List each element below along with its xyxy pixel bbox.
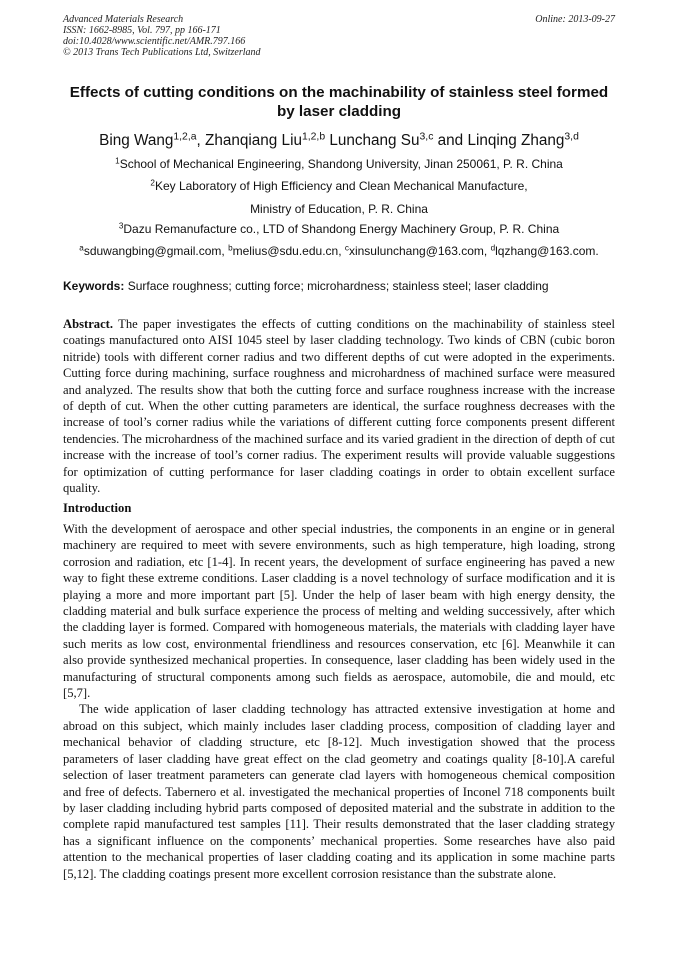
email-address[interactable]: melius@sdu.edu.cn — [232, 244, 339, 258]
email-separator: , — [221, 244, 229, 258]
section-heading-introduction: Introduction — [63, 501, 132, 515]
email-list — [63, 244, 615, 258]
journal-name: Advanced Materials Research — [63, 14, 184, 25]
email-sup: a — [79, 243, 84, 253]
running-header — [63, 14, 615, 58]
email-separator: , — [338, 244, 345, 258]
email-sup: d — [490, 243, 496, 253]
paragraph: The wide application of laser cladding technology has attracted extensive investigation at home and abroad on this subject, which mainly includes laser cladding process, composition of cladding layer and mechanical behavior of cladding structure, etc [8-12]. Much investigation showed that the process parameters of laser cladding have great effect on the clad geometry and coatings quality [8-10].A careful selection of laser treatment parameters can generate clad layers with homogeneous chemical composition and free of defects. Tabernero et al. investigated the mechanical properties of Inconel 718 components built by laser cladding including hybrid parts composed of deposited material and the substrate in addition to the complete rapid manufactured test samples [11]. Their results demonstrated that the laser cladding strategy has a significant influence on the components’ mechanical properties. Some researches have also paid attention to the mechanical properties of laser cladding coating and its application in some machine parts [5,12]. The cladding coatings present more excellent corrosion resistance than the substrate alone. — [63, 702, 615, 881]
affiliation-text: Key Laboratory of High Efficiency and Clean Mechanical Manufacture, — [154, 179, 528, 193]
author-separator: and — [433, 132, 468, 149]
abstract — [63, 316, 615, 496]
keywords-text: Surface roughness; cutting force; microhardness; stainless steel; laser cladding — [127, 279, 549, 293]
author-name: Bing Wang — [99, 132, 174, 149]
doi-line: doi:10.4028/www.scientific.net/AMR.797.166 — [63, 36, 246, 47]
email-address[interactable]: xinsulunchang@163.com — [348, 244, 484, 258]
issn-line: ISSN: 1662-8985, Vol. 797, pp 166-171 — [63, 25, 221, 36]
copyright-line: © 2013 Trans Tech Publications Ltd, Switzerland — [63, 47, 261, 58]
email-address[interactable]: sduwangbing@gmail.com — [83, 244, 222, 258]
affiliation-text: Dazu Remanufacture co., LTD of Shandong Energy Machinery Group, P. R. China — [123, 222, 560, 236]
keywords — [63, 279, 623, 293]
email-separator: . — [595, 244, 599, 258]
author-affil-sup: 1,2,a — [173, 131, 197, 143]
affiliation-3 — [63, 222, 615, 236]
email-address[interactable]: lqzhang@163.com — [495, 244, 596, 258]
affiliation-2 — [63, 179, 615, 193]
affiliation-sup: 3 — [118, 221, 124, 231]
author-affil-sup: 1,2,b — [301, 131, 326, 143]
author-name: Linqing Zhang — [467, 132, 565, 149]
online-date: Online: 2013-09-27 — [535, 14, 615, 25]
affiliation-2-line-2: Ministry of Education, P. R. China — [250, 202, 428, 216]
affiliation-1 — [63, 157, 615, 171]
email-sup: c — [344, 243, 349, 253]
author-list — [63, 132, 615, 150]
abstract-text: The paper investigates the effects of cutting conditions on the machinability of stainless steel coatings manufactured onto AISI 1045 steel by laser cladding technology. Two kinds of CBN (cubic boron nitride) tools with different corner radius and two different depths of cut were adopted in the experiments. Cutting force during machining, surface roughness and microhardness of machined surface were measured and analyzed. The results show that both the cutting force and surface roughness increase with the increase of depth of cut. When the other cutting parameters are identical, the surface roughness decreases with the increase of tool’s corner radius while the variations of different cutting force components present different tendencies. The microhardness of the machined surface and its varied gradient in the direction of depth of cut increase with the increase of tool’s corner radius. The experiment results will provide valuable suggestions for optimization of cutting performance for laser cladding coatings in order to obtain excellent surface quality. — [63, 317, 616, 496]
paper-title: Effects of cutting conditions on the machinability of stainless steel formed by laser cladding — [69, 84, 609, 120]
introduction-body — [63, 521, 615, 882]
email-sup: b — [228, 243, 233, 253]
affiliation-text: School of Mechanical Engineering, Shandong University, Jinan 250061, P. R. China — [119, 157, 563, 171]
author-separator: , — [196, 132, 206, 149]
author-name: Lunchang Su — [329, 132, 420, 149]
keywords-label: Keywords: — [63, 279, 125, 293]
affiliation-sup: 1 — [115, 156, 120, 166]
affiliation-sup: 2 — [150, 178, 155, 188]
author-affil-sup: 3,d — [564, 131, 579, 143]
email-separator: , — [483, 244, 491, 258]
paragraph: With the development of aerospace and other special industries, the components in an engine or in general machinery are required to meet with severe environments, such as high temperature, high loading, strong corrosion and radiation, etc [1-4]. In recent years, the development of surface engineering has paved a new way to fight these extreme conditions. Laser cladding is a novel technology of surface modification and it is playing a more and more important part [5]. Under the help of laser beam with high energy density, the cladding material and bulk surface experience the process of melting and welding successively, after which the cladding layer is formed. Compared with homogeneous materials, the materials with cladding layer have such merits as low cost, environmental friendliness and resources conservation, etc [6]. Meanwhile it can also provide synthesized mechanical properties. In consequence, laser cladding has been widely used in the manufacturing of structural components among such fields as aerospace, automobile, die and mould, etc [5,7]. — [63, 522, 615, 701]
author-affil-sup: 3,c — [419, 131, 434, 143]
author-name: Zhanqiang Liu — [205, 132, 302, 149]
abstract-label: Abstract. — [63, 317, 114, 331]
